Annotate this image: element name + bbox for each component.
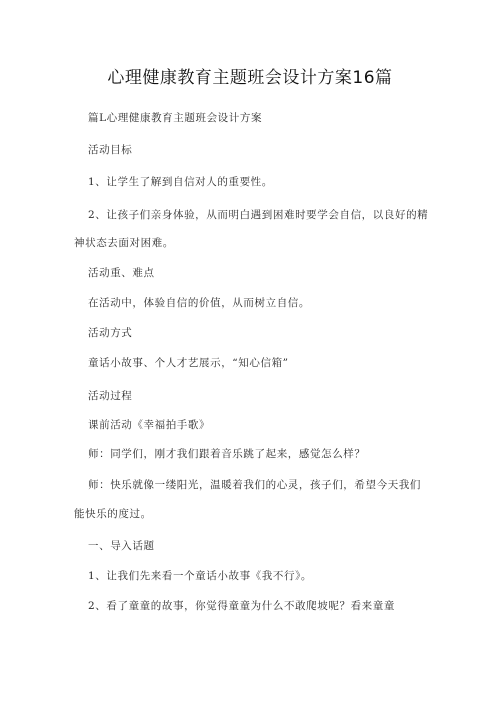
paragraph: 童话小故事、个人才艺展示，“知心信箱” <box>88 357 289 369</box>
paragraph: 1、让我们先来看一个童话小故事《我不行》。 <box>88 570 313 582</box>
paragraph-continuation: 能快乐的度过。 <box>74 508 152 520</box>
paragraph: 1、让学生了解到自信对人的重要性。 <box>88 176 273 188</box>
paragraph: 2、看了童童的故事，你觉得童童为什么不敢爬坡呢？看来童童 <box>88 600 395 612</box>
paragraph: 活动方式 <box>88 327 133 339</box>
paragraph: 在活动中，体验自信的价值，从而树立自信。 <box>88 297 310 309</box>
paragraph-continuation: 神状态去面对困难。 <box>74 237 174 249</box>
paragraph: 2、让孩子们亲身体验，从而明白遇到困难时要学会自信，以良好的精 <box>88 209 429 221</box>
paragraph: 师：快乐就像一缕阳光，温暖着我们的心灵，孩子们，希望今天我们 <box>88 479 421 491</box>
section-heading: 篇L心理健康教育主题班会设计方案 <box>88 112 263 124</box>
paragraph: 课前活动《幸福拍手歌》 <box>88 419 211 431</box>
paragraph: 一、导入话题 <box>88 540 155 552</box>
paragraph: 活动目标 <box>88 144 133 156</box>
paragraph: 师：同学们，刚才我们跟着音乐跳了起来，感觉怎么样？ <box>88 448 366 460</box>
paragraph: 活动过程 <box>88 390 133 402</box>
document-title: 心理健康教育主题班会设计方案16篇 <box>107 68 393 88</box>
paragraph: 活动重、难点 <box>88 267 155 279</box>
